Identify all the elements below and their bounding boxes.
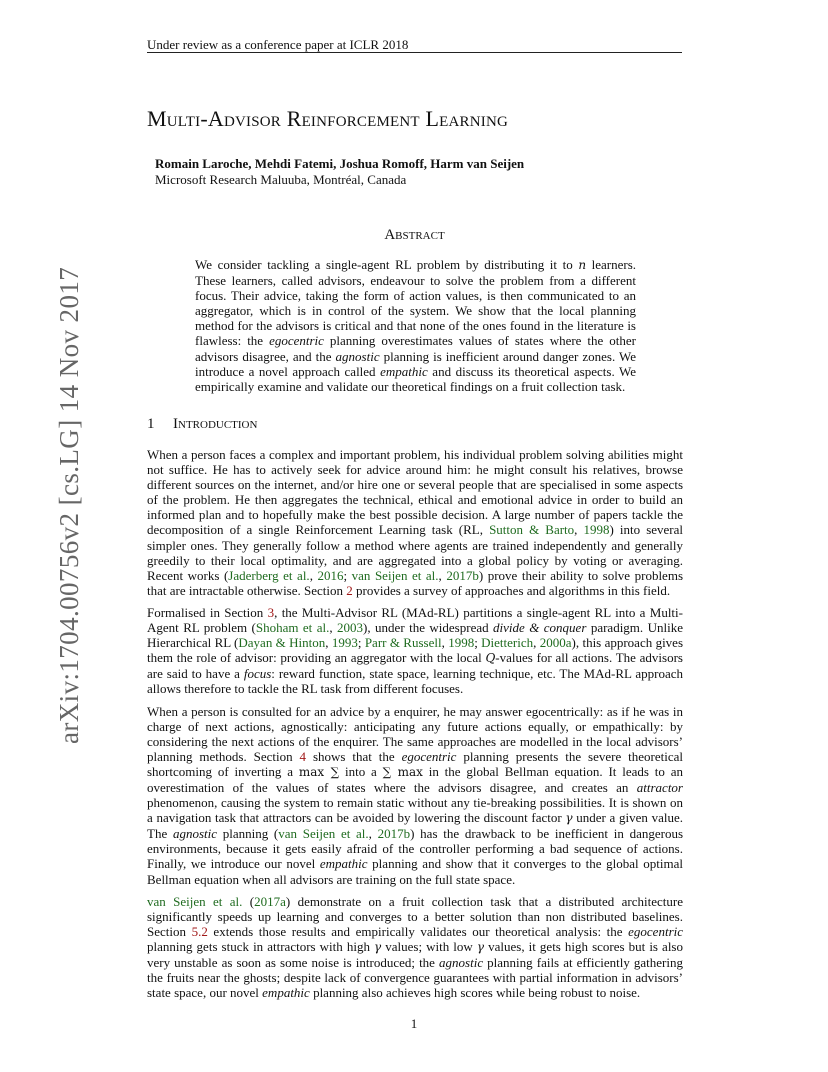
abstract-text: planning overestimates values of states where the other advisors disagree, and the [195, 333, 637, 364]
body-text: under a given value. The [147, 810, 683, 842]
body-text: provides a survey of approaches and algorithms in this field. [352, 582, 671, 598]
emphasis: attractor [636, 779, 683, 795]
body-text: planning ( [217, 826, 279, 842]
section-reference-link[interactable]: 4 [299, 748, 307, 764]
emphasis: empathic [319, 856, 368, 872]
body-text: ; [343, 567, 352, 583]
body-text: ; [357, 635, 365, 651]
abstract-text: learners. These learners, called advisors, endeavour to solve the problem from a different focus. Their advice, taking the form of action values, is then communicated to an aggregator, which is in control of the system. We show that the local planning method for the advisors is critical and that none of the ones found in the literature is flawless: the [195, 257, 637, 349]
body-text: ) prove their ability to solve problems that are intractable otherwise. Section [147, 567, 683, 598]
citation-year-link[interactable]: 1998 [583, 522, 610, 538]
citation-year-link[interactable]: 2016 [317, 567, 344, 583]
citation-link[interactable]: Jaderberg et al. [228, 567, 310, 583]
citation-year-link[interactable]: 2017a [254, 893, 286, 909]
arxiv-identifier: arXiv:1704.00756v2 [cs.LG] 14 Nov 2017 [54, 266, 84, 744]
paper-title: Multi-Advisor Reinforcement Learning [147, 106, 509, 131]
body-text: values; with low [381, 938, 477, 954]
section-reference-link[interactable]: 3 [267, 604, 275, 620]
body-text: , [441, 635, 449, 651]
body-text: , the Multi-Advisor RL (MAd-RL) partitions a single-agent RL into a Multi-Agent RL problem ( [147, 604, 683, 636]
author-list: Romain Laroche, Mehdi Fatemi, Joshua Romoff, Harm van Seijen [155, 156, 525, 171]
body-text: extends those results and empirically validates our theoretical analysis: the [207, 923, 629, 939]
citation-link[interactable]: van Seijen et al. [147, 893, 243, 909]
math-n: n [578, 258, 587, 272]
body-text: in the global Bellman equation. It leads to an overestimation of the values of states where the advisors disagree, and creates an [147, 763, 683, 795]
conference-header: Under review as a conference paper at ICLR 2018 [147, 37, 409, 52]
body-text: paradigm. Unlike Hierarchical RL ( [147, 620, 683, 651]
citation-link[interactable]: Parr & Russell [364, 635, 442, 651]
body-text: , [329, 620, 338, 636]
abstract-text: planning is inefficient around danger zones. We introduce a novel approach called [195, 348, 636, 379]
citation-year-link[interactable]: 2017b [446, 567, 479, 583]
body-text: , [438, 567, 447, 583]
body-text: ) into several simpler ones. They generally follow a method where agents are trained independently and generally greedily to their local optimality, and are aggregated into a global policy by voting or averaging. Recent works ( [147, 522, 684, 583]
body-text: , [533, 635, 540, 651]
body-text: ) demonstrate on a fruit collection task that a distributed architecture significantly speeds up learning and converges to a better solution than non distributed baselines. Section [147, 893, 683, 939]
section-heading [147, 415, 682, 433]
citation-year-link[interactable]: 1993 [331, 635, 358, 651]
body-text: ), under the widespread [363, 620, 494, 636]
body-text: , [325, 635, 332, 651]
math-gamma: γ [374, 939, 382, 954]
abstract-text: We consider tackling a single-agent RL problem by distributing it to [195, 257, 579, 272]
math-sum-max: ∑ max [382, 764, 423, 779]
section-body [147, 447, 683, 1007]
abstract-paragraph [195, 257, 636, 394]
citation-link[interactable]: Shoham et al. [255, 620, 330, 636]
citation-link[interactable]: Sutton & Barto [489, 522, 575, 538]
emphasis: divide & conquer [493, 620, 587, 636]
body-text: planning presents the severe theoretical shortcoming of inverting a [147, 748, 684, 779]
emphasis: egocentric [401, 748, 457, 764]
math-gamma: γ [476, 939, 485, 954]
body-text: planning also achieves high scores while being robust to noise. [309, 985, 641, 1001]
paragraph-4 [147, 894, 683, 1001]
body-text: planning gets stuck in attractors with high [147, 938, 375, 954]
body-text: , [309, 567, 318, 583]
section-reference-link[interactable]: 2 [346, 582, 353, 598]
citation-year-link[interactable]: 2000a [539, 635, 572, 651]
abstract-heading: Abstract [384, 227, 445, 243]
body-text: : reward function, state space, learning technique, etc. The MAd-RL approach allows therefore to tackle the RL task from different focuses. [147, 666, 684, 697]
math-gamma: γ [565, 811, 573, 826]
citation-year-link[interactable]: 1998 [448, 635, 475, 651]
citation-year-link[interactable]: 2017b [377, 826, 411, 842]
abstract-text: and discuss its theoretical aspects. We empirically examine and validate our theoretical findings on a fruit collection task. [195, 363, 637, 394]
body-text: When a person faces a complex and important problem, his individual problem solving abilities might not suffice. He has to actively seek for advice around him: he might consult his relatives, browse different sources on the internet, and/or hire one or several people that are specialised in some aspects of the problem. He then aggregates the technical, ethical and emotional advice in order to build an informed plan and to hopefully make the best possible decision. A large number of papers tackle the decomposition of a single Reinforcement Learning task (RL, [147, 447, 683, 538]
body-text: into a [339, 763, 383, 779]
emphasis: focus [243, 666, 272, 682]
section-reference-link[interactable]: 5.2 [191, 923, 208, 939]
paragraph-3 [147, 704, 683, 887]
abstract-body [195, 257, 636, 394]
emphasis: empathic [262, 985, 310, 1001]
citation-link[interactable]: van Seijen et al. [351, 567, 439, 583]
body-text: planning fails at efficiently gathering the fruits near the ghosts; despite lack of convergence guarantees with partial information in advisors’ state space, our novel [147, 955, 683, 1001]
citation-year-link[interactable]: 2003 [337, 620, 364, 636]
citation-link[interactable]: van Seijen et al. [278, 826, 369, 842]
paragraph-2 [147, 605, 683, 697]
citation-link[interactable]: Dietterich [481, 635, 534, 651]
emphasis: agnostic [335, 348, 380, 364]
body-text: Formalised in Section [147, 604, 268, 620]
emphasis: egocentric [628, 923, 684, 939]
page-number: 1 [410, 1016, 418, 1031]
body-text: -values for all actions. The advisors are said to have a [147, 650, 683, 682]
body-text: When a person is consulted for an advice by a enquirer, he may answer egocentrically: as if he was in charge of next actions, agnostically: anticipating any future actions equally, or empathically: by considering the next actions of the enquirer. The same approaches are modelled in the local advisors’ planning methods. Section [147, 703, 683, 764]
emphasis: agnostic [172, 826, 217, 842]
body-text: , [574, 522, 584, 538]
emphasis: empathic [380, 363, 428, 379]
body-text: ) has the drawback to be inefficient in dangerous environments, because it gets easily afraid of the controller performing a bad sequence of actions. Finally, we introduce our novel [147, 826, 684, 872]
section-title: Introduction [173, 416, 258, 432]
math-q: Q [485, 651, 496, 666]
paragraph-1 [147, 447, 683, 598]
body-text: values, it gets high scores but is also very unstable as soon as some noise is introduced; the [147, 938, 683, 970]
body-text: phenomenon, causing the system to remain static without any tie-breaking possibilities. It is shown on a navigation task that attractors can be avoided by lowering the discount factor [147, 795, 683, 826]
body-text: shows that the [306, 748, 402, 764]
citation-link[interactable]: Dayan & Hinton [238, 635, 326, 651]
body-text: , [368, 826, 378, 842]
header-rule [147, 52, 682, 53]
body-text: ), this approach gives them the role of advisor: providing an aggregator with the local [147, 635, 684, 666]
section-number: 1 [147, 416, 155, 432]
body-text: planning and show that it converges to the global optimal Bellman equation when all advisors are training on the full state space. [147, 856, 683, 887]
emphasis: egocentric [269, 333, 324, 349]
body-text: ( [242, 893, 255, 909]
math-max-sum: max ∑ [298, 764, 340, 779]
emphasis: agnostic [439, 955, 484, 970]
body-text: ; [474, 635, 482, 651]
affiliation: Microsoft Research Maluuba, Montréal, Canada [155, 172, 407, 187]
